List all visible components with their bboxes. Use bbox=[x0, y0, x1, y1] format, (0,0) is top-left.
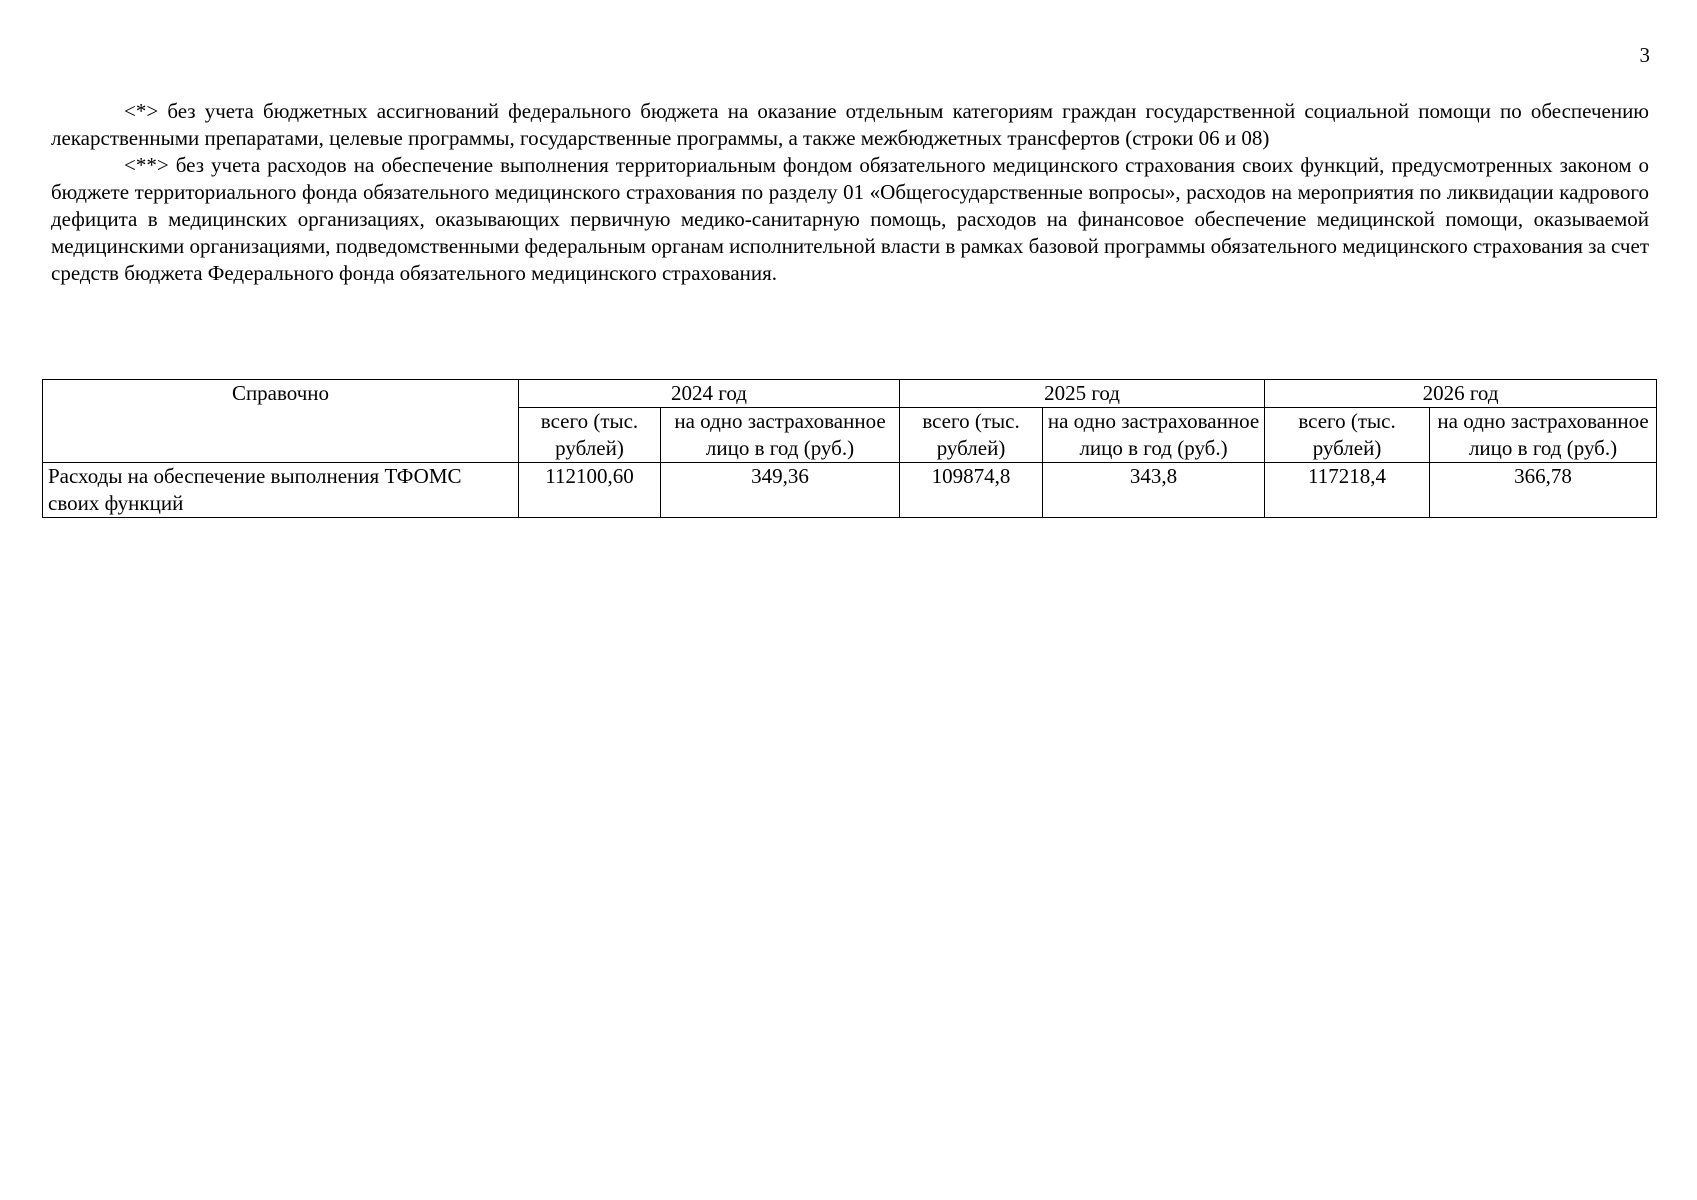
header-reference-label: Справочно bbox=[43, 380, 519, 463]
header-total-2025: всего (тыс. рублей) bbox=[900, 408, 1043, 463]
value-total-2025: 109874,8 bbox=[900, 463, 1043, 518]
value-total-2024: 112100,60 bbox=[519, 463, 661, 518]
header-year-2025: 2025 год bbox=[900, 380, 1265, 408]
header-per-person-2024: на одно застрахованное лицо в год (руб.) bbox=[661, 408, 900, 463]
footnotes bbox=[51, 98, 1649, 287]
header-total-2026: всего (тыс. рублей) bbox=[1265, 408, 1430, 463]
reference-table bbox=[42, 379, 1657, 518]
value-per-person-2024: 349,36 bbox=[661, 463, 900, 518]
header-year-2026: 2026 год bbox=[1265, 380, 1657, 408]
table-header-years-row bbox=[43, 380, 1657, 408]
value-per-person-2026: 366,78 bbox=[1430, 463, 1657, 518]
page-number: 3 bbox=[1639, 43, 1650, 67]
header-per-person-2026: на одно застрахованное лицо в год (руб.) bbox=[1430, 408, 1657, 463]
header-total-2024: всего (тыс. рублей) bbox=[519, 408, 661, 463]
row-label: Расходы на обеспечение выполнения ТФОМС своих функций bbox=[43, 463, 519, 518]
footnote-single-asterisk: <*> без учета бюджетных ассигнований федерального бюджета на оказание отдельным категориям граждан государственной социальной помощи по обеспечению лекарственными препаратами, целевые программы, государственные программы, а также межбюджетных трансфертов (строки 06 и 08) bbox=[51, 99, 1649, 150]
table-row bbox=[43, 463, 1657, 518]
header-per-person-2025: на одно застрахованное лицо в год (руб.) bbox=[1043, 408, 1265, 463]
value-total-2026: 117218,4 bbox=[1265, 463, 1430, 518]
header-year-2024: 2024 год bbox=[519, 380, 900, 408]
value-per-person-2025: 343,8 bbox=[1043, 463, 1265, 518]
footnote-double-asterisk: <**> без учета расходов на обеспечение выполнения территориальным фондом обязательного медицинского страхования своих функций, предусмотренных законом о бюджете территориального фонда обязательного медицинского страхования по разделу 01 «Общегосударственные вопросы», расходов на мероприятия по ликвидации кадрового дефицита в медицинских организациях, оказывающих первичную медико-санитарную помощь, расходов на финансовое обеспечение медицинской помощи, оказываемой медицинскими организациями, подведомственными федеральным органам исполнительной власти в рамках базовой программы обязательного медицинского страхования за счет средств бюджета Федерального фонда обязательного медицинского страхования. bbox=[51, 153, 1649, 285]
